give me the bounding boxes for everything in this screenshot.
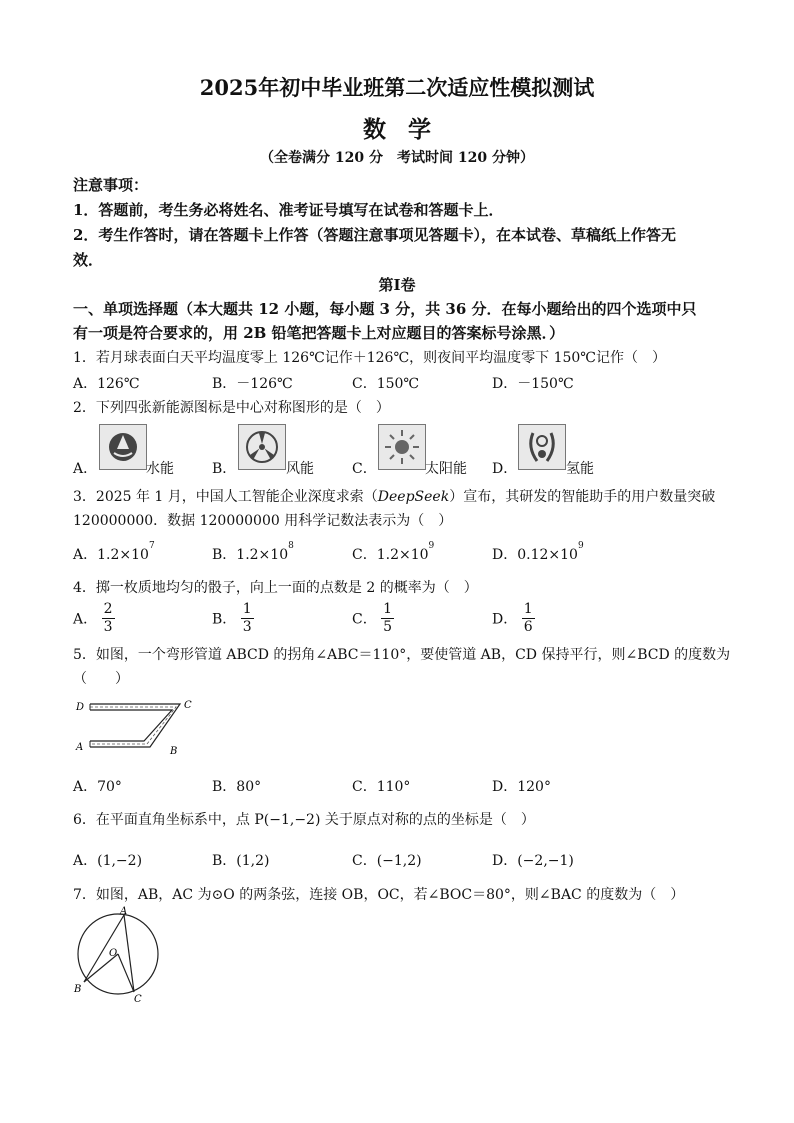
q5-option-c: C．110°: [352, 779, 411, 795]
q1-option-c: C．150℃: [352, 376, 420, 392]
q6-option-d: D．(−2,−1): [492, 853, 574, 869]
exam-subject: 数学: [363, 116, 453, 143]
solar-energy-icon: [378, 424, 426, 470]
volume-label: 第Ⅰ卷: [378, 276, 416, 294]
label-a: A: [120, 906, 128, 917]
q5-stem-line-1: 5．如图，一个弯形管道 ABCD 的拐角∠ABC＝110°，要使管道 AB，CD 保持平行，则∠BCD 的度数为: [73, 647, 731, 663]
q3-option-c: C．$1.2\times 10^9$: [352, 541, 435, 563]
q3-stem-part-2: ）宣布，其研发的智能助手的用户数量突破: [449, 489, 716, 505]
q3-option-d: D．$0.12\times 10^9$: [492, 541, 584, 563]
q4-option-a: A． $\frac{2}{3}$: [73, 601, 113, 635]
q2-option-b-letter: B．: [212, 461, 237, 477]
label-b: B: [74, 984, 82, 995]
q5-option-a: A．70°: [73, 779, 122, 795]
q5-option-b: B．80°: [212, 779, 262, 795]
pipe-figure: [72, 692, 202, 762]
q3-option-b: B．$1.2\times 10^8$: [212, 541, 294, 563]
q2-stem: 2．下列四张新能源图标是中心对称图形的是（ ）: [73, 400, 390, 416]
q5-option-d: D．120°: [492, 779, 551, 795]
q4-stem: 4．掷一枚质地均匀的骰子，向上一面的点数是 2 的概率为（ ）: [73, 580, 478, 596]
q2-caption-water: 水能: [146, 461, 174, 477]
notes-heading: 注意事项：: [73, 176, 149, 194]
q6-option-c: C．(−1,2): [352, 853, 422, 869]
water-energy-icon: [99, 424, 147, 470]
wind-energy-icon: [238, 424, 286, 470]
q2-caption-hydrogen: 氢能: [566, 461, 594, 477]
notes-item-2-line-1: 2．考生作答时，请在答题卡上作答（答题注意事项见答题卡），在本试卷、草稿纸上作答无: [73, 226, 676, 244]
section-heading-line-2: 有一项是符合要求的，用 2B 铅笔把答题卡上对应题目的答案标号涂黑．）: [73, 324, 565, 342]
q2-option-a-letter: A．: [73, 461, 98, 477]
q6-option-a: A．(1,−2): [73, 853, 143, 869]
notes-item-1: 1．答题前，考生务必将姓名、准考证号填写在试卷和答题卡上．: [73, 201, 504, 219]
q2-caption-solar: 太阳能: [425, 461, 467, 477]
q3-option-a: A．$1.2\times 10^7$: [73, 541, 155, 563]
q1-option-d: D．－150℃: [492, 376, 574, 392]
notes-item-2-line-2: 效．: [73, 251, 104, 269]
label-d: D: [76, 702, 85, 713]
q3-stem-line-1: [73, 486, 715, 506]
q4-option-d: D． $\frac{1}{6}$: [492, 601, 533, 635]
q6-option-b: B．(1,2): [212, 853, 270, 869]
label-b: B: [170, 746, 178, 757]
exam-title: 2025年初中毕业班第二次适应性模拟测试: [199, 75, 595, 100]
q2-option-c-letter: C．: [352, 461, 377, 477]
q5-stem-line-2: （ ）: [73, 671, 129, 687]
q2-option-d-letter: D．: [492, 461, 518, 477]
q7-stem: 7．如图，AB，AC 为⊙O 的两条弦，连接 OB，OC，若∠BOC＝80°，则∠BAC 的度数为（ ）: [73, 887, 685, 903]
q1-option-b: B．－126℃: [212, 376, 293, 392]
q1-option-a: A．126℃: [73, 376, 140, 392]
label-c: C: [134, 994, 142, 1004]
section-heading-line-1: 一、单项选择题（本大题共 12 小题，每小题 3 分，共 36 分．在每小题给出的四个选项中只: [73, 300, 697, 318]
hydrogen-energy-icon: [518, 424, 566, 470]
label-c: C: [184, 700, 192, 711]
q4-option-b: B． $\frac{1}{3}$: [212, 601, 252, 635]
q2-caption-wind: 风能: [286, 461, 314, 477]
q3-stem-part-1: 3．2025 年 1 月，中国人工智能企业深度求索（: [73, 489, 378, 505]
label-o: O: [109, 948, 118, 959]
label-a: A: [76, 742, 84, 753]
circle-figure: [72, 904, 168, 1004]
q6-stem: 6．在平面直角坐标系中，点 P(−1,−2) 关于原点对称的点的坐标是（ ）: [73, 812, 535, 828]
q1-stem: 1．若月球表面白天平均温度零上 126℃记作＋126℃，则夜间平均温度零下 150℃记作（ ）: [73, 350, 666, 366]
q3-stem-line-2: 120000000．数据 120000000 用科学记数法表示为（ ）: [73, 513, 453, 529]
exam-meta: （全卷满分 120 分 考试时间 120 分钟）: [260, 150, 534, 166]
q3-stem-deepseek: DeepSeek: [377, 489, 450, 505]
q4-option-c: C． $\frac{1}{5}$: [352, 601, 393, 635]
